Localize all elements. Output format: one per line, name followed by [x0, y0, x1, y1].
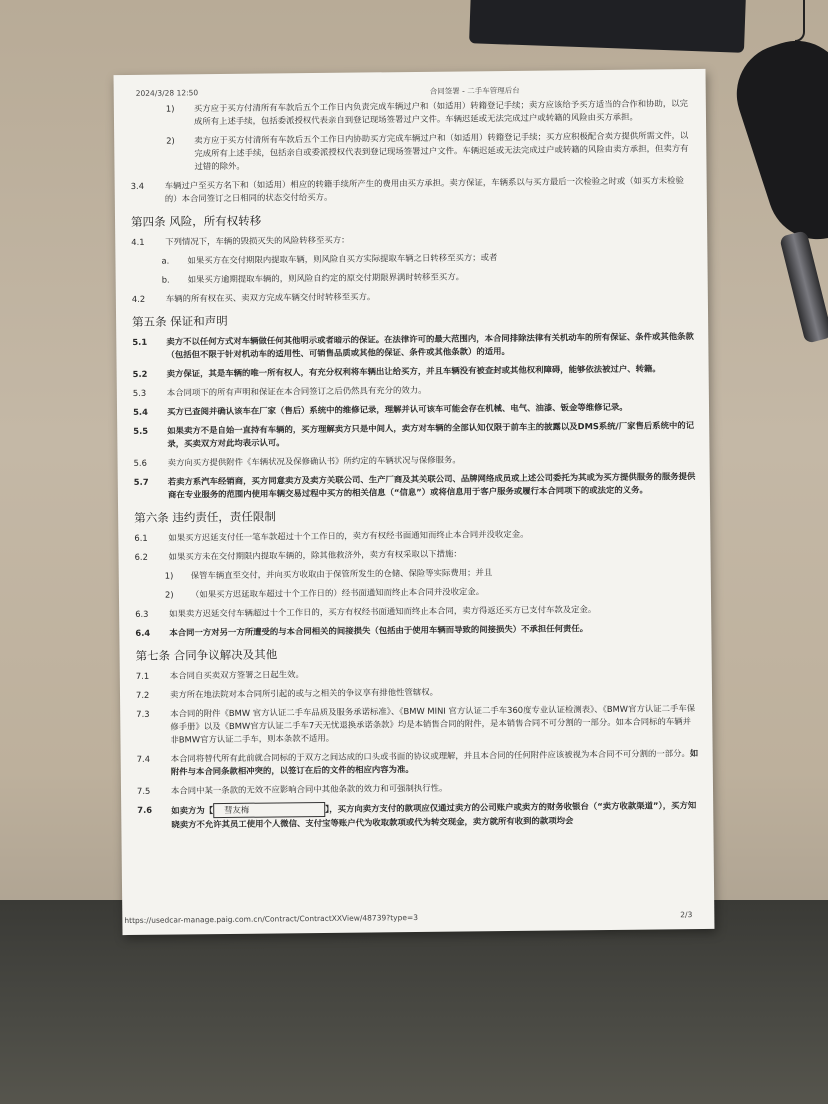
section-6-title: 第六条 违约责任，责任限制	[134, 509, 276, 525]
clause-6-2-1: 1) 保管车辆直至交付，并向买方收取由于保管所发生的仓储、保险等实际费用；并且	[164, 567, 493, 581]
mouse	[724, 28, 828, 252]
clause-5-7: 5.7 若卖方系汽车经销商，买方同意卖方及卖方关联公司、生产厂商及其关联公司、品牌网络成员或上述公司委托为其或为买方提供服务的服务提供商在专业服务的范围内使用车辆交易过程中买方的相关信息（“信息”）或将信息用于客户服务或履行本合同项下的或法定的义务。	[133, 471, 696, 500]
clause-5-3: 5.3 本合同项下的所有声明和保证在本合同签订之后仍然具有充分的效力。	[132, 384, 427, 398]
clause-7-2: 7.2 卖方所在地法院对本合同所引起的或与之相关的争议享有排他性管辖权。	[135, 686, 439, 700]
clause-7-4: 7.4 本合同将替代所有此前就合同标的于双方之间达成的口头或书面的协议或理解，并且本合同的任何附件应该被视为本合同不可分割的一部分。如附件与本合同条款相冲突的，以签订在后的文件的相应内容为准。	[136, 748, 699, 777]
clause-3-3-1: 1) 买方应于买方付清所有车款后五个工作日内负责完成车辆过户和（如适用）转籍登记手续；卖方应该给予买方适当的合作和协助，以完成所有上述手续，包括委派授权代表亲自到登记现场签署过户文件。车辆迟延或无法完成过户或转籍的风险由买方承担。	[165, 98, 689, 127]
seller-name-field: 彗友梅	[213, 802, 325, 818]
clause-4-1-a: a. 如果买方在交付期限内提取车辆，则风险自买方实际提取车辆之日转移至买方；或者	[161, 252, 498, 266]
clause-7-1: 7.1 本合同自买卖双方签署之日起生效。	[135, 669, 304, 681]
print-title: 合同签署 - 二手车管理后台	[429, 85, 520, 96]
clause-3-4: 3.4 车辆过户至买方名下和（如适用）相应的转籍手续所产生的费用由买方承担。卖方保证，车辆系以与买方最后一次检验之时或（如买方未检验的）本合同签订之日相同的状态交付给买方。	[130, 175, 684, 204]
clause-5-5: 5.5 如果卖方不是自始一直持有车辆的，买方理解卖方只是中间人，卖方对车辆的全部认知仅限于前车主的披露以及DMS系统/厂家售后系统中的记录，买卖双方对此均表示认可。	[133, 420, 695, 449]
clause-6-1: 6.1 如果买方迟延支付任一笔车款超过十个工作日的，卖方有权经书面通知而终止本合同并没收定金。	[134, 528, 529, 543]
clause-7-6: 7.6 如卖方为【 彗友梅 】，买方向卖方支付的款项应仅通过卖方的公司账户或卖方的财务收银台（“卖方收款渠道”），买方知晓卖方不允许其员工使用个人微信、支付宝等账户代为收取款项或代为转交现金，卖方就所有收到的款项均会	[137, 800, 697, 830]
clause-6-2-2: 2) （如果买方迟延取车超过十个工作日的）经书面通知而终止本合同并没收定金。	[164, 586, 485, 600]
clause-7-5: 7.5 本合同中某一条款的无效不应影响合同中其他条款的效力和可强制执行性。	[136, 782, 448, 796]
contract-page	[114, 69, 715, 935]
clause-5-4: 5.4 买方已查阅并确认该车在厂家（售后）系统中的维修记录，理解并认可该车可能会存在机械、电气、油漆、钣金等维修记录。	[132, 401, 628, 417]
print-footer	[124, 910, 693, 926]
clause-7-3: 7.3 本合同的附件《BMW 官方认证二手车品质及服务承诺标准》、《BMW MINI 官方认证二手车360度专业认证检测表》、《BMW官方认证二手车保修手册》以及《BMW官方认证二手车7天无忧退换承诺条款》均是本销售合同的附件，是本销售合同不可分割的一部分。如本合同标的车辆并非BMW官方认证二手车，则本条款不适用。	[136, 703, 696, 745]
clause-4-2: 4.2 车辆的所有权在买、卖双方完成车辆交付时转移至买方。	[131, 291, 376, 304]
clause-4-1: 4.1 下列情况下，车辆的毁损灭失的风险转移至买方：	[131, 234, 350, 247]
section-7-title: 第七条 合同争议解决及其他	[135, 647, 278, 663]
section-4-title: 第四条 风险，所有权转移	[130, 213, 262, 229]
clause-6-3: 6.3 如果卖方迟延交付车辆超过十个工作日的，买方有权经书面通知而终止本合同，卖方得返还买方已支付车款及定金。	[135, 604, 597, 619]
page-url: https://usedcar-manage.paig.com.cn/Contract/ContractXXView/48739?type=3	[124, 912, 419, 926]
clause-5-1: 5.1 卖方不以任何方式对车辆做任何其他明示或者暗示的保证。在法律许可的最大范围内，本合同排除法律有关机动车的所有保证、条件或其他条款（包括但不限于针对机动车的适用性、可销售品质或其他的保证、条件或其他条款）的适用。	[132, 331, 694, 360]
clause-6-2: 6.2 如果买方未在交付期限内提取车辆的，除其他救济外，卖方有权采取以下措施：	[134, 548, 462, 562]
contract-body	[130, 97, 700, 838]
print-timestamp: 2024/3/28 12:50	[135, 88, 199, 98]
keyboard	[469, 0, 746, 53]
clause-4-1-b: b. 如果买方逾期提取车辆的，则风险自约定的原交付期限界满时转移至买方。	[161, 271, 465, 285]
clause-5-2: 5.2 卖方保证，其是车辆的唯一所有权人，有充分权利将车辆出让给买方，并且车辆没有被查封或其他权利障碍，能够依法被过户、转籍。	[132, 363, 661, 379]
clause-6-4: 6.4 本合同一方对另一方所遭受的与本合同相关的间接损失（包括由于使用车辆而导致的间接损失）不承担任何责任。	[135, 623, 589, 638]
pen	[779, 230, 828, 344]
clause-5-6: 5.6 卖方向买方提供附件《车辆状况及保修确认书》所约定的车辆状况与保修服务。	[133, 454, 461, 468]
page-number: 2/3	[680, 910, 693, 920]
section-5-title: 第五条 保证和声明	[132, 313, 228, 329]
cable	[795, 0, 805, 42]
clause-3-3-2: 2) 卖方应于买方付清所有车款后五个工作日内协助买方完成车辆过户和（如适用）转籍登记手续；买方应积极配合卖方提供所需文件，以完成所有上述手续，包括亲自或委派授权代表到登记现场签署过户文件。车辆迟延或无法完成过户或转籍的风险由卖方承担，但卖方有过错的除外。	[166, 130, 689, 172]
